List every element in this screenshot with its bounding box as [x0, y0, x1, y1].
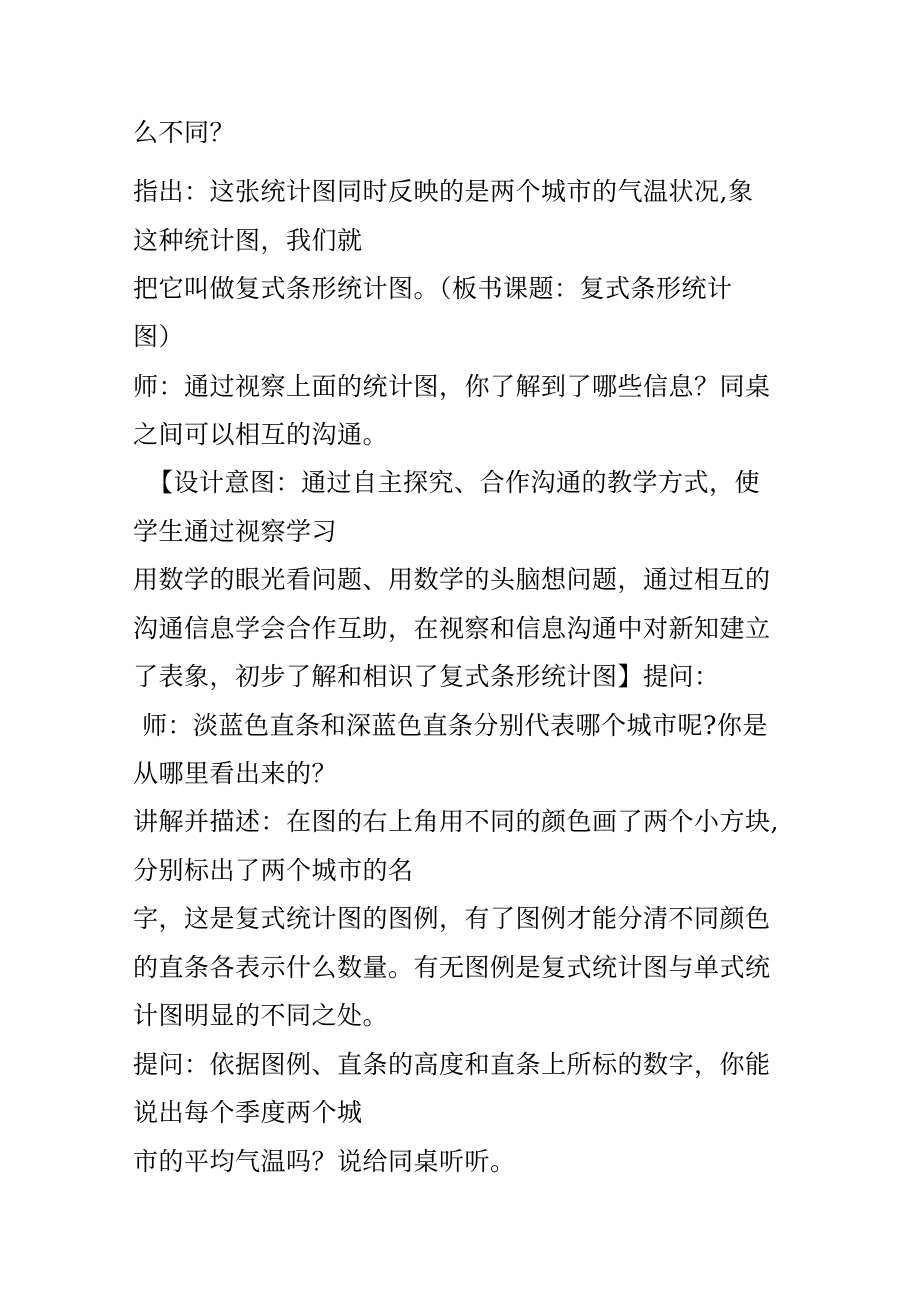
- text-line: 计图明显的不同之处。: [133, 1001, 389, 1030]
- text-line: 字，这是复式统计图的图例，有了图例才能分清不同颜色: [133, 904, 771, 933]
- text-line: 提问：依据图例、直条的高度和直条上所标的数字，你能: [133, 1050, 771, 1079]
- text-line: 师：通过视察上面的统计图，你了解到了哪些信息？同桌: [133, 372, 771, 401]
- text-line: 么不同？: [133, 118, 236, 147]
- text-line: 分别标出了两个城市的名: [133, 856, 414, 885]
- text-line: 这种统计图，我们就: [133, 226, 363, 255]
- text-line: 从哪里看出来的？: [133, 759, 338, 788]
- text-line: 师：淡蓝色直条和深蓝色直条分别代表哪个城市呢?你是: [142, 711, 768, 740]
- text-line: 把它叫做复式条形统计图。（板书课题：复式条形统计: [133, 274, 733, 303]
- text-line: 用数学的眼光看问题、用数学的头脑想问题，通过相互的: [133, 565, 771, 594]
- text-line: 【设计意图：通过自主探究、合作沟通的教学方式，使: [148, 468, 761, 497]
- text-line: 讲解并描述：在图的右上角用不同的颜色画了两个小方块,: [133, 807, 779, 836]
- text-line: 图）: [133, 322, 185, 351]
- text-line: 之间可以相互的沟通。: [133, 420, 389, 449]
- text-line: 了表象，初步了解和相识了复式条形统计图】提问：: [133, 662, 720, 691]
- text-line: 市的平均气温吗？说给同桌听听。: [133, 1147, 516, 1176]
- text-line: 沟通信息学会合作互助，在视察和信息沟通中对新知建立: [133, 614, 771, 643]
- text-line: 的直条各表示什么数量。有无图例是复式统计图与单式统: [133, 953, 771, 982]
- text-line: 说出每个季度两个城: [133, 1098, 363, 1127]
- text-line: 指出：这张统计图同时反映的是两个城市的气温状况,象: [133, 177, 754, 206]
- text-line: 学生通过视察学习: [133, 517, 338, 546]
